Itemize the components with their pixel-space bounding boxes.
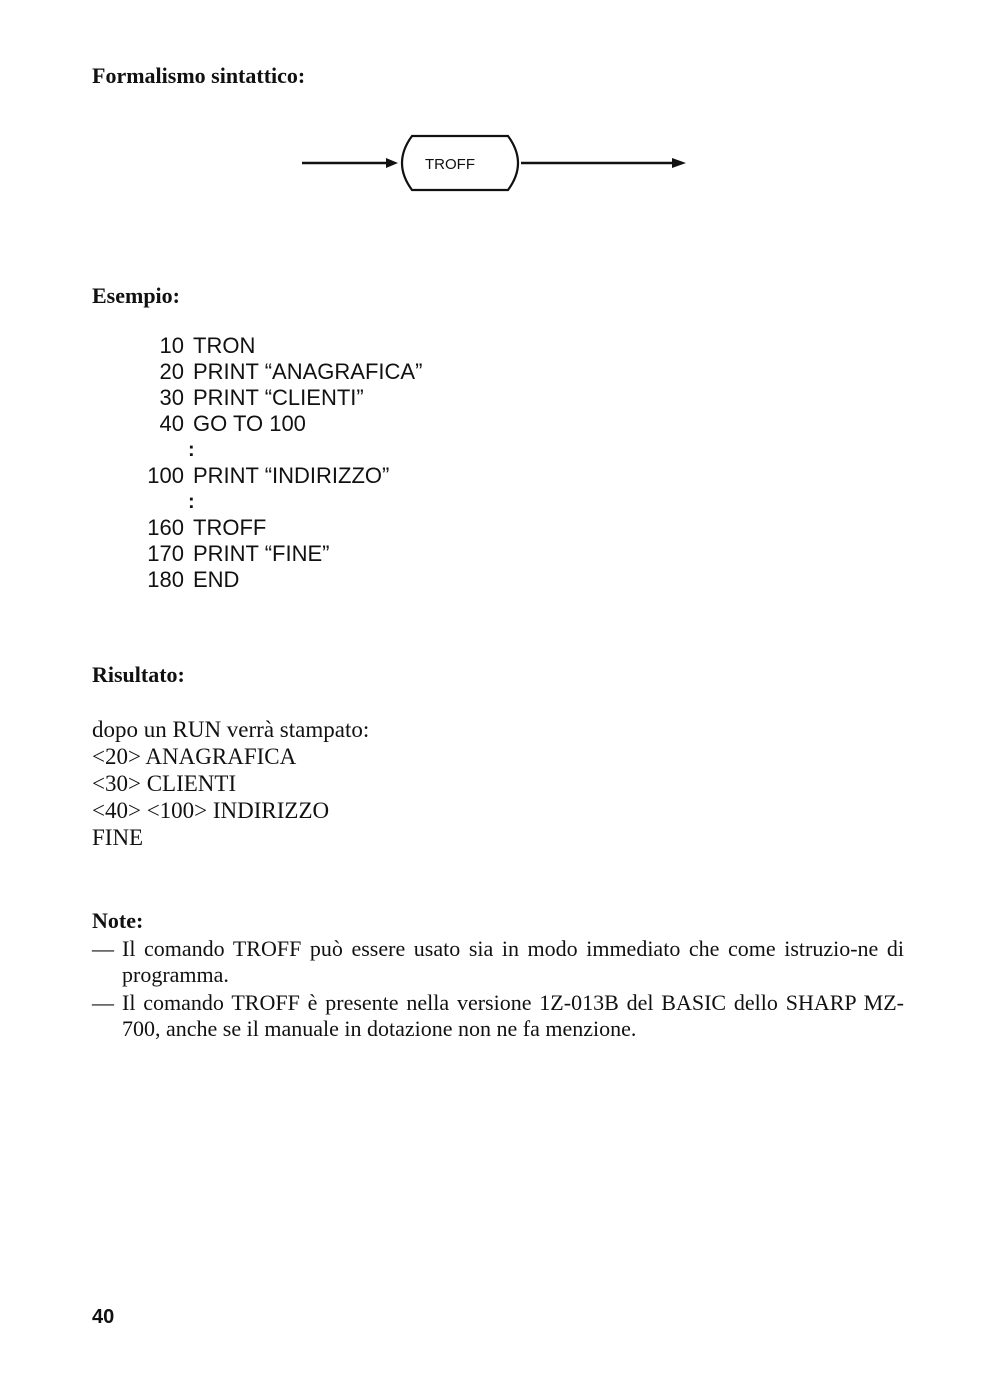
line-statement: TROFF [193,515,267,540]
result-line: FINE [92,825,144,850]
line-statement: TRON [193,333,256,358]
line-statement: END [193,567,240,592]
code-line [120,359,520,385]
note-item [92,936,904,988]
code-line [120,411,520,437]
line-number: 20 [159,359,184,384]
result-output [92,716,369,851]
code-line [120,567,520,593]
line-statement: PRINT “ANAGRAFICA” [193,359,423,384]
line-number: 10 [159,333,184,358]
note-dash: — [92,936,114,961]
diagram-exit-arrow-icon [672,158,686,168]
syntax-heading: Formalismo sintattico: [92,63,306,88]
line-number: 160 [147,515,184,540]
result-line: <30> CLIENTI [92,771,237,796]
line-statement: PRINT “FINE” [193,541,330,566]
code-line [120,385,520,411]
diagram-entry-arrow-icon [386,158,398,168]
diagram-keyword: TROFF [425,156,475,173]
notes-heading: Note: [92,908,144,933]
result-line: dopo un RUN verrà stampato: [92,717,370,742]
line-number: 40 [159,411,184,436]
program-listing [120,333,520,593]
line-number: 30 [159,385,184,410]
note-text: Il comando TROFF è presente nella versione 1Z-013B del BASIC dello SHARP MZ-700, anche se il manuale in dotazione non ne fa menzione. [122,990,904,1041]
syntax-diagram [300,132,690,192]
line-number: 170 [147,541,184,566]
code-ellipsis: : [188,439,195,461]
note-item [92,990,904,1042]
code-line [120,541,520,567]
result-line: <20> ANAGRAFICA [92,744,297,769]
line-statement: PRINT “CLIENTI” [193,385,364,410]
note-dash: — [92,990,114,1015]
code-line [120,515,520,541]
line-number: 100 [147,463,184,488]
example-heading: Esempio: [92,283,180,308]
line-number: 180 [147,567,184,592]
code-line [120,333,520,359]
note-text: Il comando TROFF può essere usato sia in modo immediato che come istruzio-ne di programma. [122,936,904,987]
result-line: <40> <100> INDIRIZZO [92,798,330,823]
result-heading: Risultato: [92,662,185,687]
code-line [120,463,520,489]
line-statement: GO TO 100 [193,411,306,436]
notes-list [92,936,904,1044]
line-statement: PRINT “INDIRIZZO” [193,463,390,488]
code-ellipsis: : [188,491,195,513]
page-number: 40 [92,1306,115,1328]
